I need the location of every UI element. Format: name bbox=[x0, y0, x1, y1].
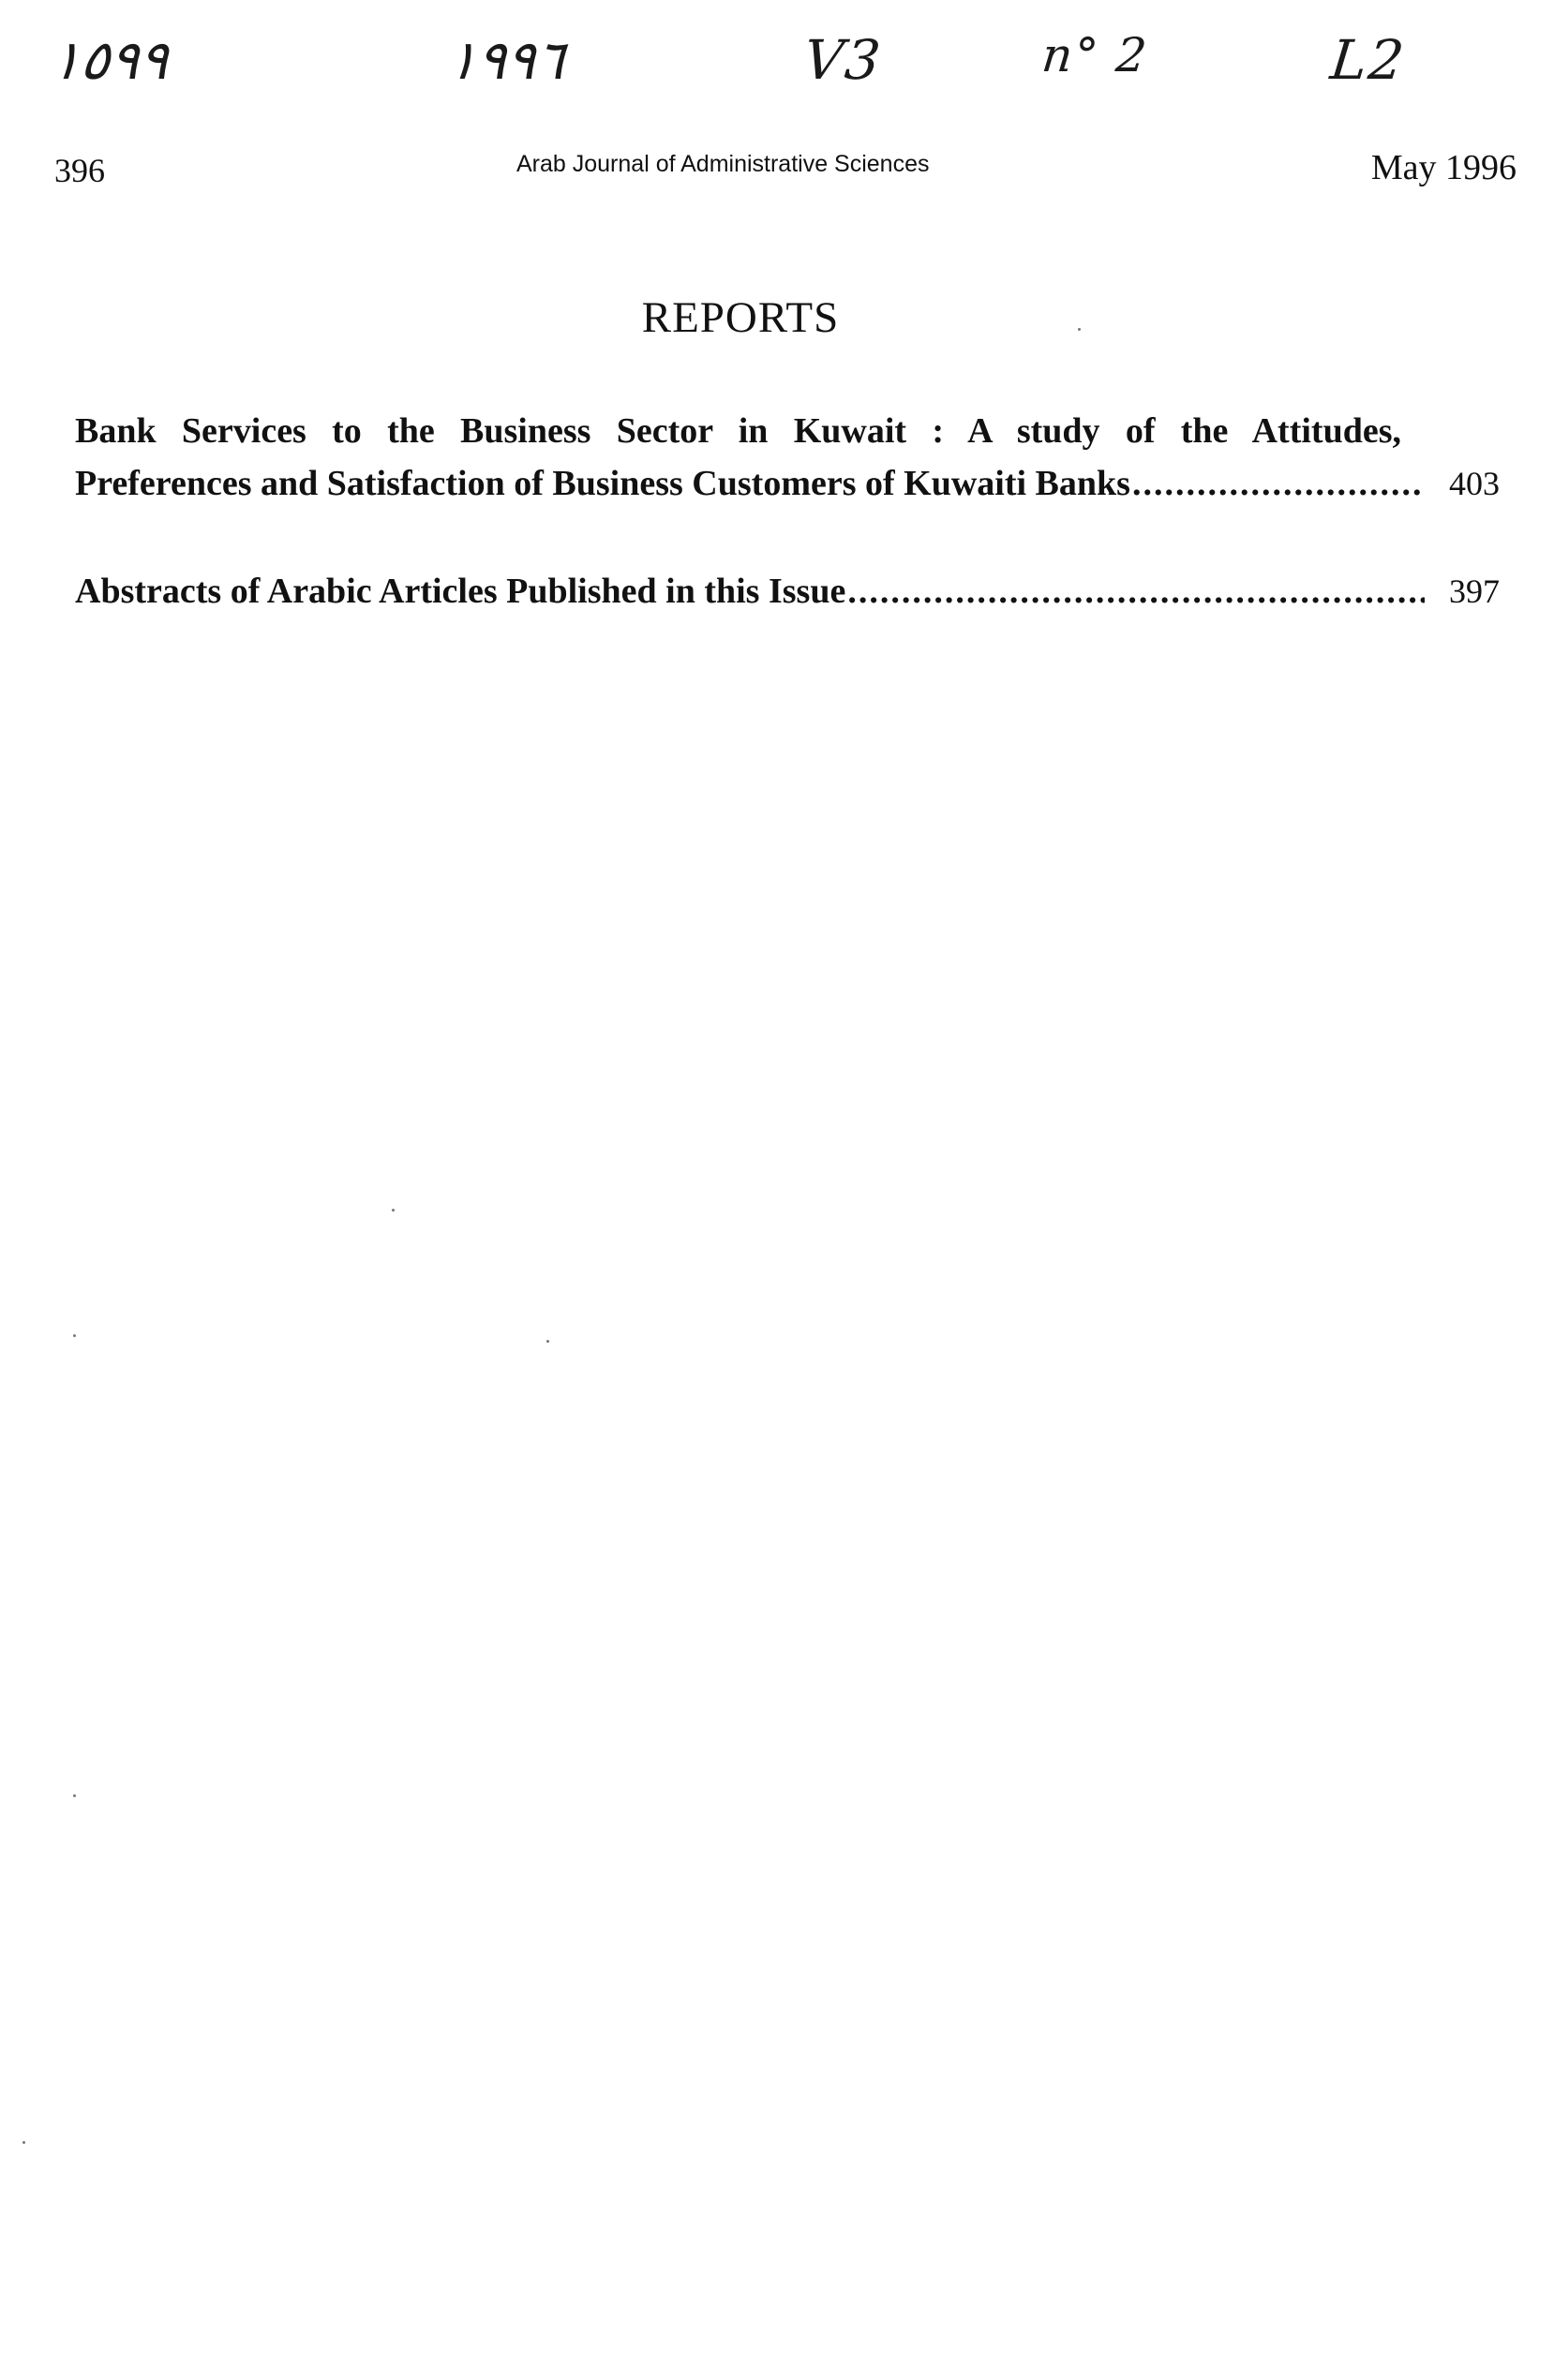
toc-page-number: 403 bbox=[1449, 465, 1500, 502]
toc-entry[interactable] bbox=[75, 405, 1500, 510]
issue-date: May 1996 bbox=[1370, 148, 1517, 187]
handwritten-note: ١٥٩٩ bbox=[48, 28, 172, 92]
page-number: 396 bbox=[54, 152, 105, 189]
section-title: REPORTS bbox=[641, 293, 840, 342]
toc-entry-title-line: Bank Services to the Business Sector in Kuwait : A study of the Attitudes, bbox=[75, 411, 1401, 451]
handwritten-note: V3 bbox=[800, 28, 886, 92]
dot-leader bbox=[847, 565, 1425, 617]
scan-speck bbox=[22, 2141, 25, 2144]
toc-entry-last-line bbox=[75, 565, 1500, 617]
handwritten-note: L2 bbox=[1327, 28, 1409, 92]
toc-entry-title-line: Preferences and Satisfaction of Business Customers of Kuwaiti Banks bbox=[75, 464, 1130, 503]
journal-name: Arab Journal of Administrative Sciences bbox=[516, 151, 930, 177]
dot-leader bbox=[1132, 457, 1425, 510]
scan-speck bbox=[546, 1340, 549, 1343]
scan-speck bbox=[1078, 328, 1081, 331]
scan-speck bbox=[73, 1334, 76, 1337]
toc-entry[interactable] bbox=[75, 565, 1500, 617]
running-header bbox=[54, 145, 1517, 192]
toc-entry-last-line bbox=[75, 457, 1500, 510]
handwritten-note: ١٩٩٦ bbox=[444, 28, 569, 92]
scan-speck bbox=[392, 1209, 395, 1212]
handwritten-note: n° 2 bbox=[1038, 28, 1151, 82]
scan-speck bbox=[73, 1794, 76, 1797]
toc-page-number: 397 bbox=[1449, 573, 1500, 610]
toc-entry-title-line: Abstracts of Arabic Articles Published in this Issue bbox=[75, 572, 846, 611]
